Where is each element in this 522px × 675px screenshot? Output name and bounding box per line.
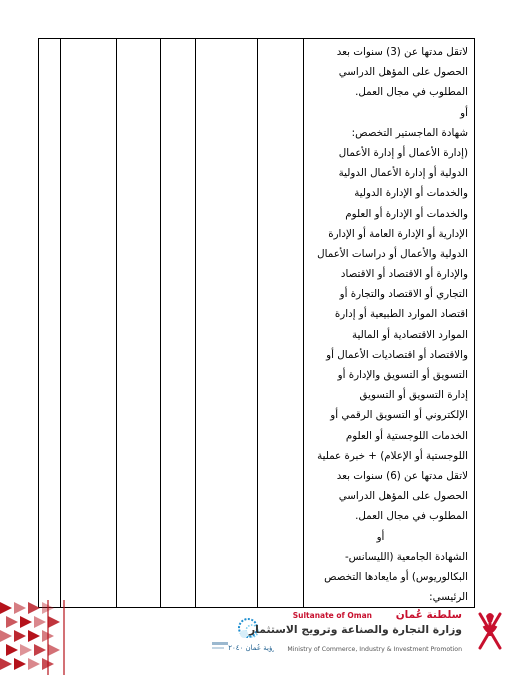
requirement-line: الموارد الاقتصادية أو المالية [352, 328, 468, 341]
requirement-line: والإدارة أو الاقتصاد أو الاقتصاد [340, 268, 468, 281]
empty-cell-2 [61, 39, 117, 608]
requirement-line: الحصول على المؤهل الدراسي [338, 490, 468, 503]
requirement-line: اللوجستية أو الإعلام) + خبرة عملية [317, 449, 468, 462]
requirement-line: الدولية والأعمال أو دراسات الأعمال [317, 247, 468, 260]
requirement-line: التسويق أو التسويق والإدارة أو [337, 369, 468, 381]
triangle-pattern-decoration [0, 600, 70, 675]
empty-cell-1 [39, 39, 61, 608]
requirement-line: البكالوريوس) أو مايعادها التخصص [324, 570, 468, 583]
requirement-line: الرئيسي: [429, 591, 468, 604]
ministry-name-en: Ministry of Commerce, Industry & Investment Promotion [287, 646, 462, 653]
requirement-line: أو [376, 530, 385, 543]
oman-emblem-icon [472, 608, 508, 654]
requirement-line: الدولية أو إدارة الأعمال الدولية [338, 167, 468, 180]
requirement-line: التجاري أو الاقتصاد والتجارة أو [339, 288, 468, 301]
requirement-line: الحصول على المؤهل الدراسي [338, 66, 468, 79]
empty-cell-5 [196, 39, 258, 608]
requirement-line: الإلكتروني أو التسويق الرقمي أو [330, 409, 468, 422]
empty-cell-4 [161, 39, 196, 608]
empty-cell-3 [117, 39, 161, 608]
qualification-requirements-cell [304, 39, 475, 608]
requirement-line: المطلوب في مجال العمل. [355, 86, 468, 99]
sultanate-name-en: Sultanate of Oman [292, 611, 372, 620]
requirement-line: الشهادة الجامعية (الليسانس- [344, 550, 468, 563]
requirement-line: اقتصاد الموارد الطبيعية أو إدارة [334, 308, 468, 321]
requirement-line: والخدمات أو الإدارة الدولية [354, 187, 468, 200]
requirement-line: إدارة التسويق أو التسويق [359, 389, 468, 402]
ministry-name-ar: وزارة التجارة والصناعة وترويج الاستثمار [248, 623, 462, 636]
requirements-table [38, 38, 475, 608]
svg-text:رؤية عُمان ٢٠٤٠: رؤية عُمان ٢٠٤٠ [228, 644, 274, 652]
sultanate-name-ar: سلطنة عُمان [395, 609, 462, 621]
requirement-line: أو [460, 106, 468, 119]
requirement-line: لاتقل مدتها عن (3) سنوات بعد [336, 46, 468, 58]
oman-vision-2040-logo [208, 614, 274, 658]
empty-cell-6 [258, 39, 304, 608]
requirement-line: والاقتصاد أو اقتصاديات الأعمال أو [326, 348, 468, 361]
requirement-line: شهادة الماجستير التخصص: [351, 126, 468, 139]
requirement-line: الخدمات اللوجستية أو العلوم [345, 429, 468, 442]
requirement-line: الإدارية أو الإدارة العامة أو الإدارة [328, 227, 468, 240]
requirement-line: لاتقل مدتها عن (6) سنوات بعد [336, 469, 468, 482]
requirement-line: المطلوب في مجال العمل. [355, 510, 468, 523]
page-footer [0, 600, 522, 675]
requirement-line: (إدارة الأعمال أو إدارة الأعمال [338, 146, 468, 159]
requirement-line: والخدمات أو الإدارة أو العلوم [345, 207, 468, 220]
